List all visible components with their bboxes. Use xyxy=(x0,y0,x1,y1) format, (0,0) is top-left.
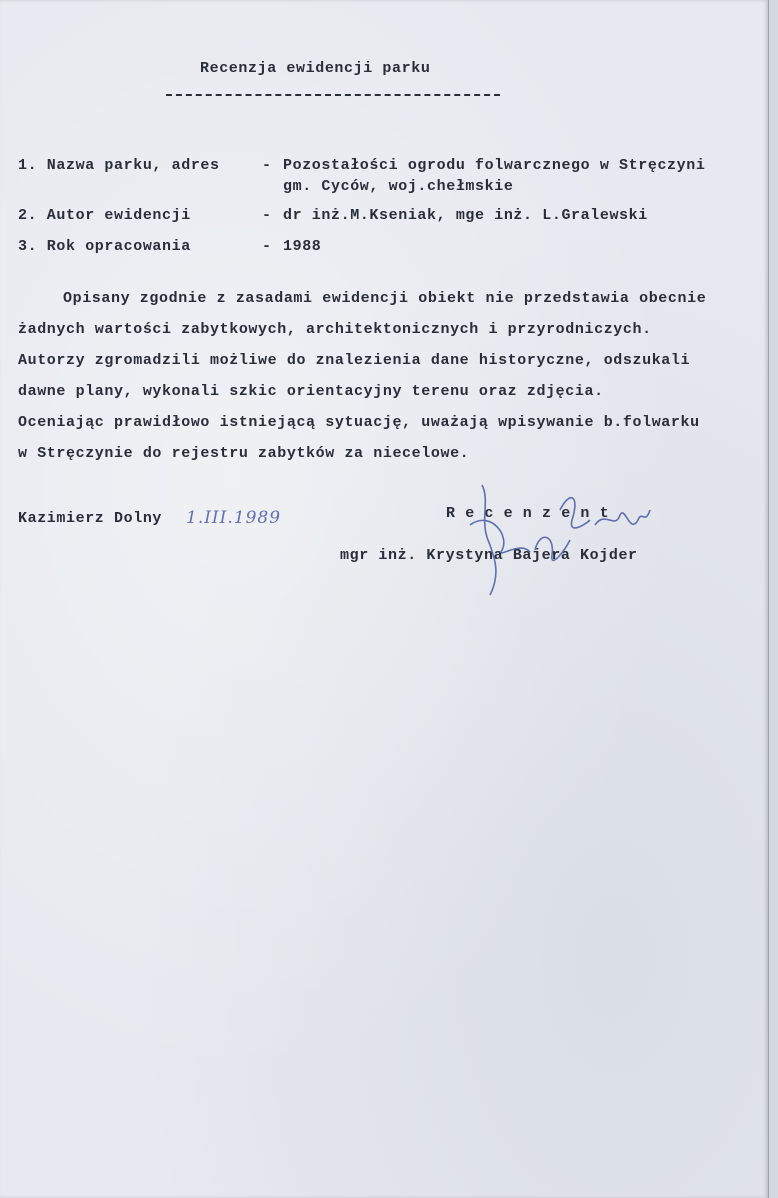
paragraph-line-6: w Stręczynie do rejestru zabytków za niecelowe. xyxy=(18,445,470,462)
title-underline xyxy=(166,94,500,96)
handwritten-signature xyxy=(460,480,670,600)
reviewer-heading: R e c e n z e n t xyxy=(446,505,610,522)
underlying-page-edge xyxy=(768,0,778,1198)
item-1-label: 1. Nazwa parku, adres xyxy=(18,157,220,174)
paragraph-line-4: dawne plany, wykonali szkic orientacyjny terenu oraz zdjęcia. xyxy=(18,383,604,400)
place-name: Kazimierz Dolny xyxy=(18,510,163,527)
item-3-dash: - xyxy=(262,238,272,255)
handwritten-date: 1.III.1989 xyxy=(186,508,282,528)
item-3-value: 1988 xyxy=(283,238,322,255)
paragraph-line-3: Autorzy zgromadzili możliwe do znalezienia dane historyczne, odszukali xyxy=(18,352,691,369)
paragraph-line-2: żadnych wartości zabytkowych, architektonicznych i przyrodniczych. xyxy=(18,321,652,338)
item-2-value: dr inż.M.Kseniak, mge inż. L.Gralewski xyxy=(283,207,648,224)
item-1-value: Pozostałości ogrodu folwarcznego w Stręczyni xyxy=(283,157,706,174)
item-1-value-line2: gm. Cyców, woj.chełmskie xyxy=(283,178,514,195)
item-2-dash: - xyxy=(262,207,272,224)
item-2-label: 2. Autor ewidencji xyxy=(18,207,191,224)
reviewer-name: mgr inż. Krystyna Bajera Kojder xyxy=(340,547,638,564)
item-1-dash: - xyxy=(262,157,272,174)
document-title: Recenzja ewidencji parku xyxy=(200,60,431,77)
item-3-label: 3. Rok opracowania xyxy=(18,238,191,255)
paragraph-line-5: Oceniając prawidłowo istniejącą sytuację, uważają wpisywanie b.folwarku xyxy=(18,414,700,431)
paragraph-line-1: Opisany zgodnie z zasadami ewidencji obiekt nie przedstawia obecnie xyxy=(63,290,707,307)
